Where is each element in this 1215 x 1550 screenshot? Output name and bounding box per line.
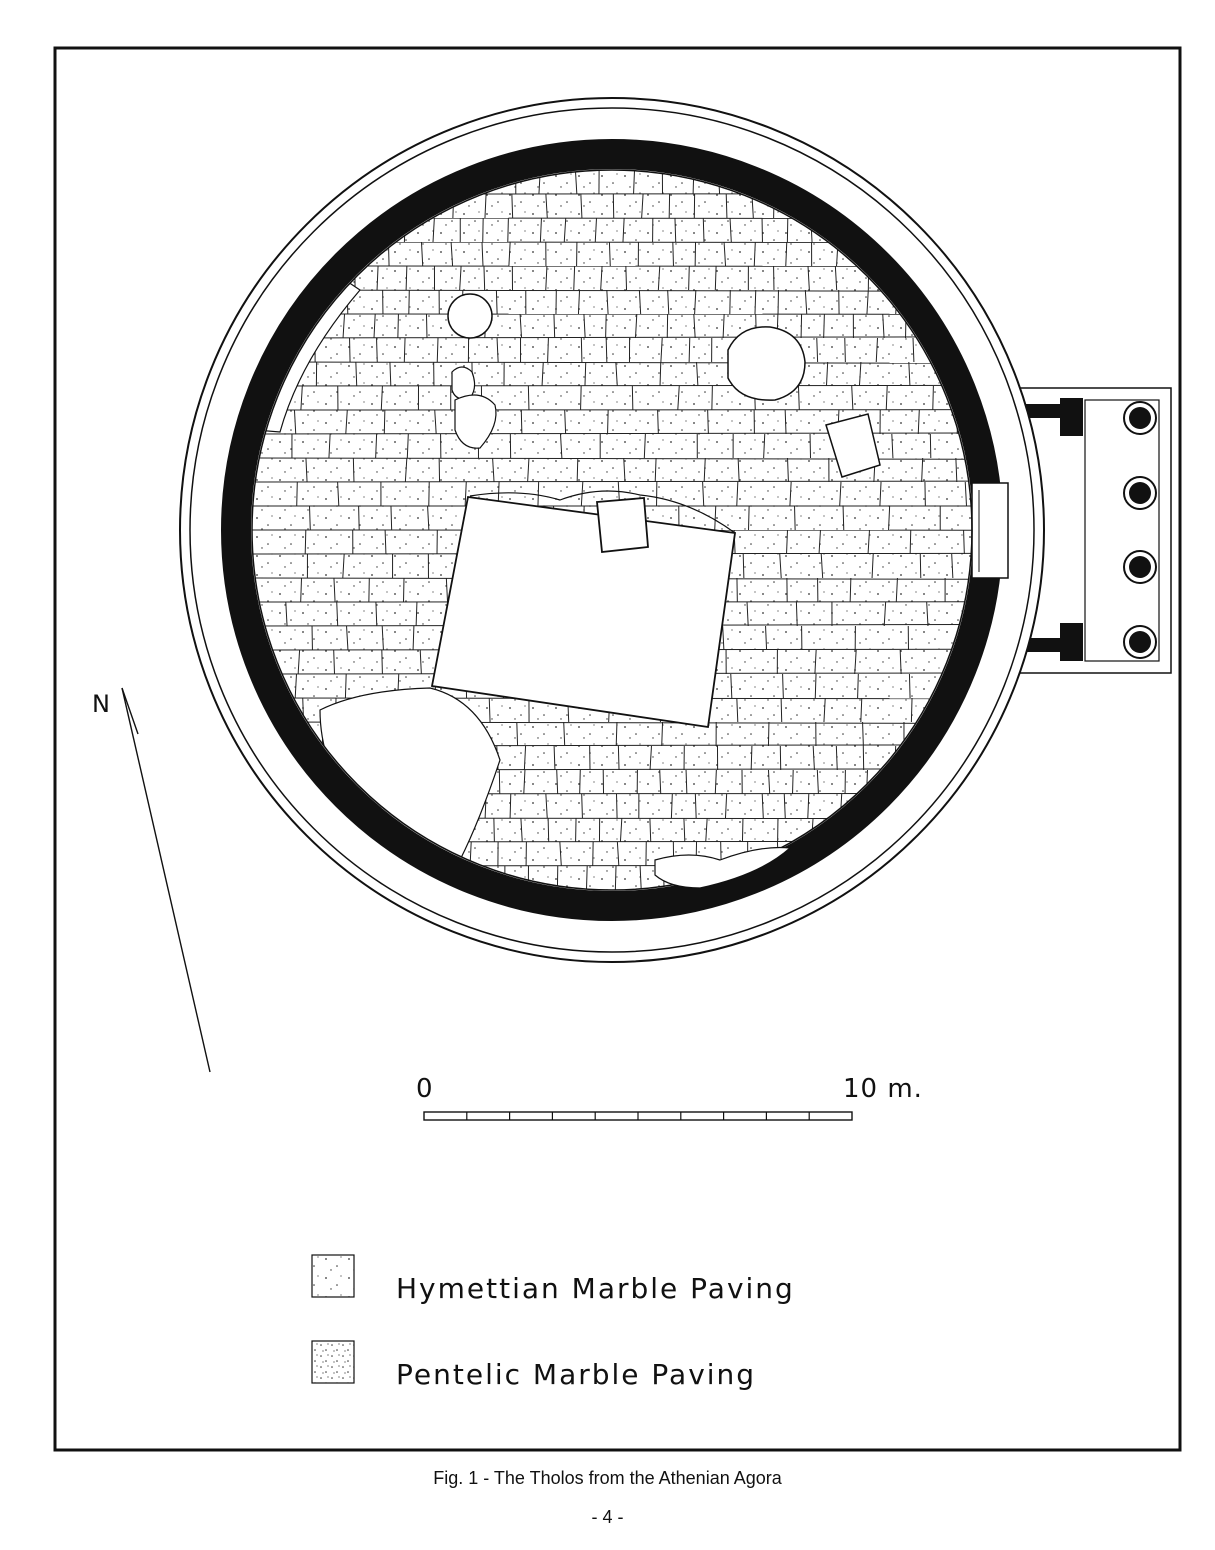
legend-label-pentelic: Pentelic Marble Paving bbox=[396, 1358, 757, 1391]
paving-joint bbox=[957, 794, 958, 818]
paving-joint bbox=[768, 722, 769, 746]
paving-joint bbox=[903, 170, 904, 194]
paving-joint bbox=[997, 266, 998, 290]
paving-joint bbox=[920, 554, 921, 578]
paving-joint bbox=[528, 386, 529, 410]
porch-column-core bbox=[1129, 407, 1151, 429]
paving-joint bbox=[581, 386, 582, 410]
pit-west-small bbox=[452, 367, 475, 399]
paving-joint bbox=[608, 410, 609, 434]
paving-joint bbox=[298, 842, 299, 866]
scale-start-label: 0 bbox=[416, 1074, 434, 1104]
paving-joint bbox=[404, 578, 405, 602]
paving-joint bbox=[252, 385, 972, 386]
pit-northwest bbox=[448, 294, 492, 338]
paving-joint bbox=[933, 386, 934, 410]
paving-joint bbox=[999, 194, 1000, 218]
scale-bar bbox=[416, 1074, 923, 1120]
paving-joint bbox=[990, 170, 991, 194]
paving-joint bbox=[626, 266, 627, 290]
paving-joint bbox=[510, 794, 511, 818]
paving-joint bbox=[1020, 722, 1021, 746]
paving-joint bbox=[972, 242, 973, 266]
scale-end-label: 10 m. bbox=[843, 1074, 923, 1104]
paving-joint bbox=[795, 506, 796, 530]
paving-joint bbox=[606, 314, 607, 338]
paving-joint bbox=[615, 866, 616, 890]
paving-joint bbox=[781, 698, 782, 722]
paving-joint bbox=[398, 314, 399, 338]
paving-joint bbox=[319, 866, 320, 890]
paving-joint bbox=[843, 506, 844, 530]
paving-joint bbox=[845, 338, 846, 362]
paving-joint bbox=[858, 674, 859, 698]
paving-joint bbox=[743, 554, 744, 578]
porch-column-core bbox=[1129, 482, 1151, 504]
porch-column-core bbox=[1129, 556, 1151, 578]
paving-joint bbox=[305, 530, 306, 554]
doorway bbox=[972, 483, 1008, 578]
paving-joint bbox=[910, 194, 911, 218]
paving-joint bbox=[338, 170, 339, 194]
legend-label-hymettian: Hymettian Marble Paving bbox=[396, 1272, 795, 1305]
paving-joint bbox=[992, 218, 993, 242]
legend-swatch-hymettian bbox=[312, 1255, 354, 1297]
paving-joint bbox=[910, 530, 911, 554]
paving-joint bbox=[350, 338, 351, 362]
legend-swatch-pentelic bbox=[312, 1341, 354, 1383]
paving-joint bbox=[984, 842, 985, 866]
paving-joint bbox=[911, 698, 912, 722]
paving-joint bbox=[580, 770, 581, 794]
paving-joint bbox=[689, 266, 690, 290]
page-number: - 4 - bbox=[591, 1507, 624, 1527]
paving-joint bbox=[793, 770, 794, 794]
paving-joint bbox=[673, 242, 674, 266]
paving-joint bbox=[521, 410, 522, 434]
paving-joint bbox=[391, 506, 392, 530]
paving-joint bbox=[943, 866, 944, 890]
paving-joint bbox=[939, 218, 940, 242]
paving-joint bbox=[966, 194, 967, 218]
paving-joint bbox=[982, 818, 983, 842]
paving-joint bbox=[749, 506, 750, 530]
altar-block bbox=[597, 498, 648, 552]
paving-joint bbox=[618, 746, 619, 770]
paving-joint bbox=[891, 890, 892, 914]
paving-joint bbox=[353, 458, 354, 482]
paving-joint bbox=[990, 890, 991, 914]
paving-joint bbox=[742, 818, 743, 842]
paving-joint bbox=[577, 458, 578, 482]
pit-northeast bbox=[728, 327, 805, 400]
paving-joint bbox=[689, 338, 690, 362]
paving-joint bbox=[909, 674, 910, 698]
paving-joint bbox=[494, 818, 495, 842]
porch-anta-south bbox=[1060, 623, 1083, 661]
paving-joint bbox=[300, 890, 301, 914]
paving-joint bbox=[382, 650, 383, 674]
figure-caption: Fig. 1 - The Tholos from the Athenian Agora bbox=[433, 1468, 782, 1488]
paving-joint bbox=[384, 410, 385, 434]
paving-joint bbox=[944, 194, 945, 218]
paving-joint bbox=[286, 170, 287, 194]
legend bbox=[312, 1255, 795, 1391]
central-foundation bbox=[432, 497, 735, 727]
north-arrow bbox=[92, 688, 210, 1072]
paving-joint bbox=[426, 314, 427, 338]
paving-joint bbox=[887, 866, 888, 890]
north-arrow-shaft bbox=[122, 688, 210, 1072]
north-arrow-head bbox=[122, 688, 138, 734]
paving-joint bbox=[297, 482, 298, 506]
paving-joint bbox=[581, 338, 582, 362]
paving-joint bbox=[606, 338, 607, 362]
paving-joint bbox=[359, 506, 360, 530]
porch-anta-north bbox=[1060, 398, 1083, 436]
paving-joint bbox=[354, 890, 355, 914]
paving-joint bbox=[969, 866, 970, 890]
paving-joint bbox=[586, 866, 587, 890]
paving-joint bbox=[994, 866, 995, 890]
north-label: N bbox=[92, 690, 110, 718]
paving-joint bbox=[922, 890, 923, 914]
paving-joint bbox=[983, 794, 984, 818]
porch-column-core bbox=[1129, 631, 1151, 653]
paving-joint bbox=[712, 386, 713, 410]
paving-joint bbox=[617, 794, 618, 818]
paving-joint bbox=[801, 314, 802, 338]
paving-joint bbox=[538, 482, 539, 506]
paving-joint bbox=[291, 866, 292, 890]
paving-joint bbox=[548, 818, 549, 842]
